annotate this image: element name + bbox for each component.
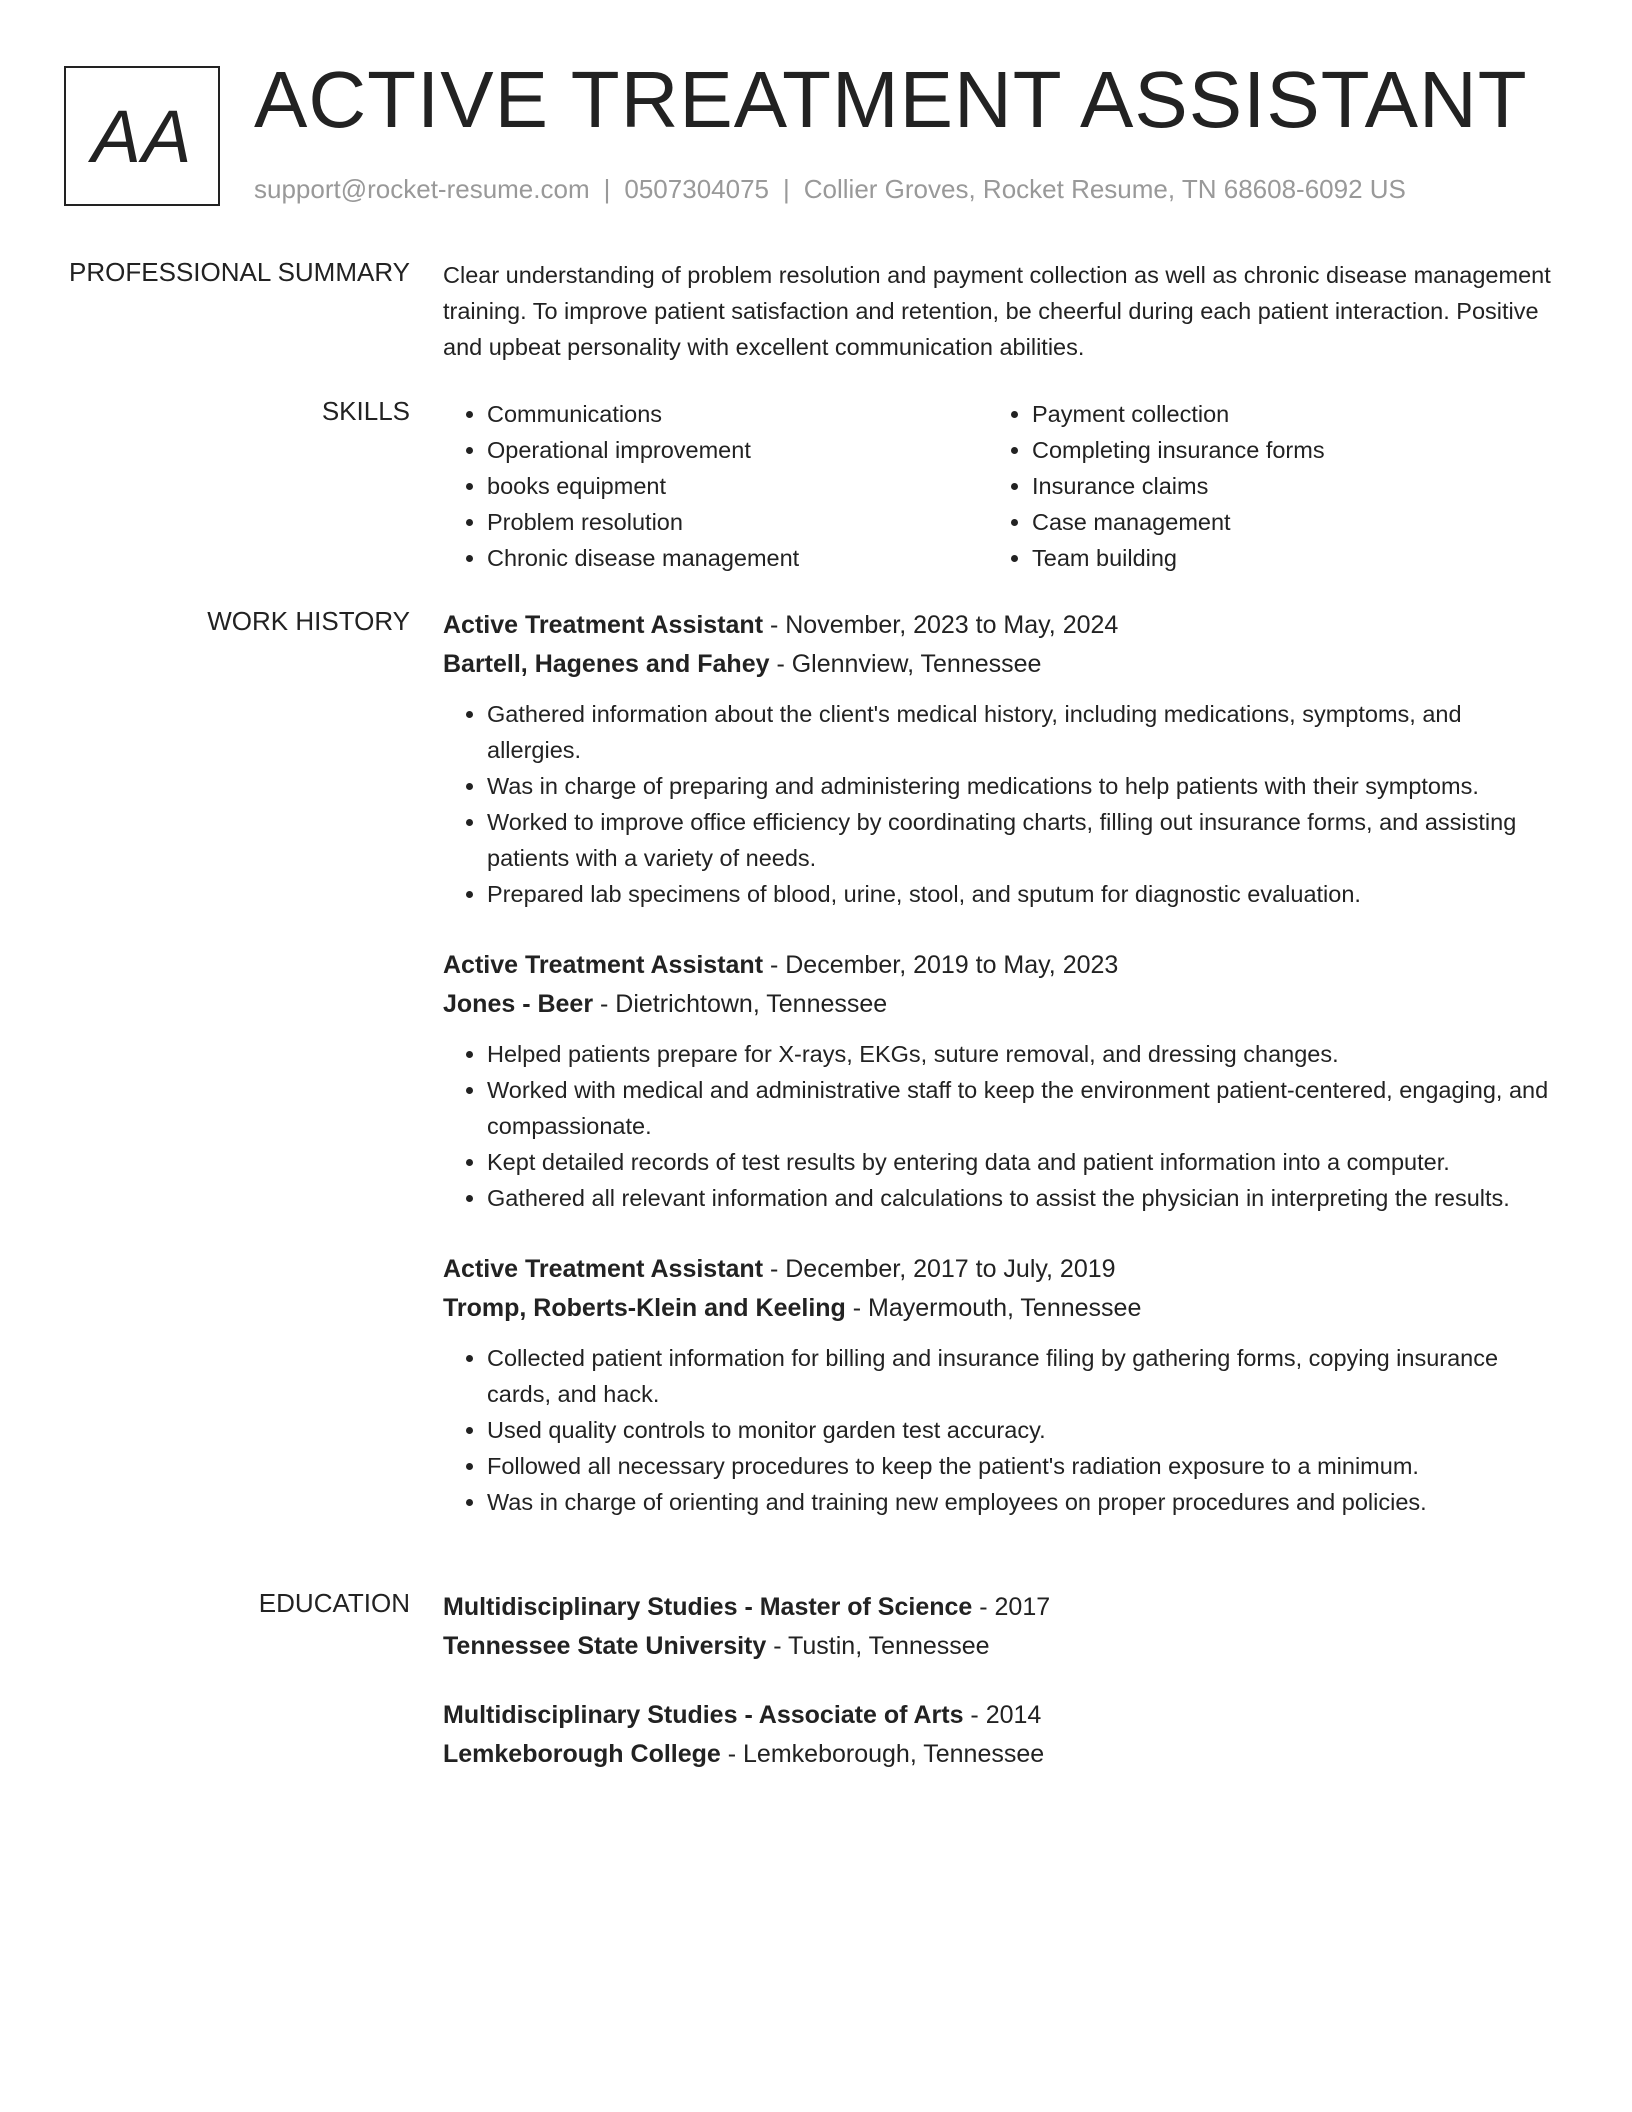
job-company: Jones - Beer bbox=[443, 990, 594, 1018]
skill-item: • Case management bbox=[1032, 504, 1533, 540]
job-bullet: • Gathered information about the client's medical history, including medications, symptoms, and allergies. bbox=[487, 696, 1553, 768]
job-bullet: • Was in charge of preparing and administering medications to help patients with their symptoms. bbox=[487, 768, 1553, 804]
education-degree: Multidisciplinary Studies - Master of Science bbox=[443, 1593, 973, 1621]
summary-label: PROFESSIONAL SUMMARY bbox=[69, 257, 410, 287]
education-school: Tennessee State University bbox=[443, 1632, 767, 1660]
skill-item: • Problem resolution bbox=[487, 504, 988, 540]
contact-separator: | bbox=[603, 174, 611, 204]
job-entry bbox=[443, 606, 1553, 912]
job-bullet: • Gathered all relevant information and calculations to assist the physician in interpreting the results. bbox=[487, 1180, 1553, 1216]
job-bullet: • Was in charge of orienting and training new employees on proper procedures and policies. bbox=[487, 1484, 1553, 1520]
contact-separator: | bbox=[783, 174, 790, 204]
job-title: Active Treatment Assistant bbox=[443, 1255, 764, 1283]
job-company-line bbox=[443, 985, 1553, 1024]
job-title-line bbox=[443, 1250, 1553, 1289]
job-entry bbox=[443, 1250, 1553, 1520]
job-dates: - December, 2017 to July, 2019 bbox=[763, 1255, 1116, 1283]
job-location: - Glennview, Tennessee bbox=[769, 650, 1042, 678]
education-school-line bbox=[443, 1735, 1553, 1774]
job-bullet: • Helped patients prepare for X-rays, EKGs, suture removal, and dressing changes. bbox=[487, 1036, 1553, 1072]
job-bullet: • Worked to improve office efficiency by coordinating charts, filling out insurance forms, and assisting patients with a variety of needs. bbox=[487, 804, 1553, 876]
monogram-initials: AA bbox=[91, 94, 193, 178]
candidate-title: ACTIVE TREATMENT ASSISTANT bbox=[254, 55, 1528, 144]
job-company: Tromp, Roberts-Klein and Keeling bbox=[443, 1294, 846, 1322]
job-title: Active Treatment Assistant bbox=[443, 611, 764, 639]
job-bullets bbox=[443, 1036, 1553, 1216]
job-bullet: • Used quality controls to monitor garden test accuracy. bbox=[487, 1412, 1553, 1448]
job-entry bbox=[443, 946, 1553, 1216]
job-bullet: • Collected patient information for billing and insurance filing by gathering forms, copying insurance cards, and hack. bbox=[487, 1340, 1553, 1412]
education-degree-line bbox=[443, 1588, 1553, 1627]
job-location: - Mayermouth, Tennessee bbox=[845, 1294, 1142, 1322]
job-bullet: • Kept detailed records of test results by entering data and patient information into a computer. bbox=[487, 1144, 1553, 1180]
education-year: - 2017 bbox=[972, 1593, 1051, 1621]
contact-line bbox=[254, 174, 1406, 205]
job-company-line bbox=[443, 645, 1553, 684]
skills-list-left bbox=[443, 396, 988, 576]
job-company: Bartell, Hagenes and Fahey bbox=[443, 650, 770, 678]
work-body bbox=[443, 606, 1553, 1554]
summary-text: Clear understanding of problem resolution and payment collection as well as chronic disease management training. To improve patient satisfaction and retention, be cheerful during each patient interaction. Positive and upbeat personality with excellent communication abilities. bbox=[443, 262, 1551, 360]
skill-item: • Team building bbox=[1032, 540, 1533, 576]
work-label: WORK HISTORY bbox=[207, 606, 410, 636]
education-entry bbox=[443, 1696, 1553, 1774]
skill-item: • books equipment bbox=[487, 468, 988, 504]
skill-item: • Chronic disease management bbox=[487, 540, 988, 576]
education-body bbox=[443, 1588, 1553, 1804]
contact-phone: 0507304075 bbox=[624, 174, 769, 204]
skill-item: • Payment collection bbox=[1032, 396, 1533, 432]
education-location: - Lemkeborough, Tennessee bbox=[720, 1740, 1045, 1768]
job-location: - Dietrichtown, Tennessee bbox=[593, 990, 888, 1018]
education-degree-line bbox=[443, 1696, 1553, 1735]
skills-label: SKILLS bbox=[321, 396, 410, 426]
job-bullets bbox=[443, 1340, 1553, 1520]
contact-address: Collier Groves, Rocket Resume, TN 68608-6092 US bbox=[803, 174, 1406, 204]
skill-item: • Completing insurance forms bbox=[1032, 432, 1533, 468]
education-school: Lemkeborough College bbox=[443, 1740, 721, 1768]
monogram-box bbox=[64, 66, 220, 206]
job-company-line bbox=[443, 1289, 1553, 1328]
job-title: Active Treatment Assistant bbox=[443, 951, 764, 979]
skills-body bbox=[443, 396, 1553, 576]
skill-item: • Communications bbox=[487, 396, 988, 432]
education-year: - 2014 bbox=[963, 1701, 1042, 1729]
job-bullets bbox=[443, 696, 1553, 912]
job-bullet: • Prepared lab specimens of blood, urine, stool, and sputum for diagnostic evaluation. bbox=[487, 876, 1553, 912]
education-school-line bbox=[443, 1627, 1553, 1666]
job-dates: - November, 2023 to May, 2024 bbox=[763, 611, 1119, 639]
summary-body bbox=[443, 257, 1553, 365]
job-title-line bbox=[443, 946, 1553, 985]
job-title-line bbox=[443, 606, 1553, 645]
education-degree: Multidisciplinary Studies - Associate of Arts bbox=[443, 1701, 964, 1729]
skills-list-right bbox=[988, 396, 1533, 576]
skill-item: • Insurance claims bbox=[1032, 468, 1533, 504]
education-label: EDUCATION bbox=[258, 1588, 410, 1618]
job-bullet: • Followed all necessary procedures to keep the patient's radiation exposure to a minimum. bbox=[487, 1448, 1553, 1484]
job-dates: - December, 2019 to May, 2023 bbox=[763, 951, 1119, 979]
contact-email: support@rocket-resume.com bbox=[254, 174, 590, 204]
job-bullet: • Worked with medical and administrative staff to keep the environment patient-centered, engaging, and compassionate. bbox=[487, 1072, 1553, 1144]
education-location: - Tustin, Tennessee bbox=[766, 1632, 990, 1660]
skill-item: • Operational improvement bbox=[487, 432, 988, 468]
education-entry bbox=[443, 1588, 1553, 1666]
